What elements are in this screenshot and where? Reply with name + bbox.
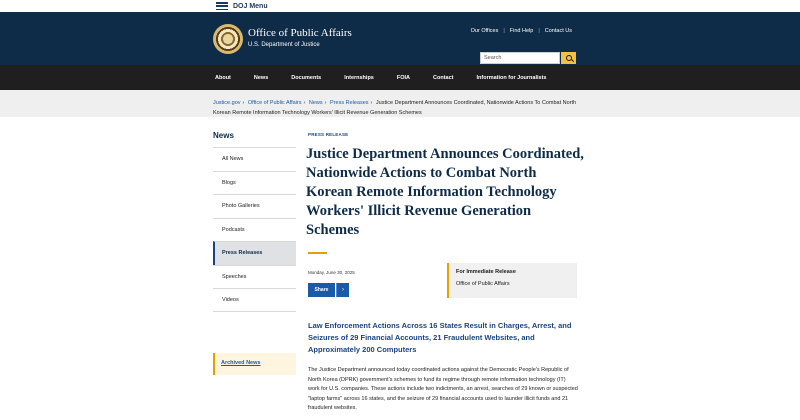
breadcrumb-link-press[interactable]: Press Releases [330, 100, 369, 106]
nav-item-news[interactable]: News [253, 74, 269, 81]
release-info-box [447, 263, 577, 298]
sidebar-item-blogs[interactable]: Blogs [213, 171, 296, 195]
article-body: The Justice Department announced today coordinated actions against the Democratic People's Republic of North Korea (DPRK) government's schemes to fund its regime through remote information technology (IT) work for U.S. companies. These actions include two indictments, an arrest, searches of 29 known or suspected "laptop farms" across 16 states, and the seizure of 29 financial accounts used to launder illicit funds and 21 fraudulent websites. [308, 367, 578, 411]
office-subtitle: U.S. Department of Justice [248, 42, 320, 48]
breadcrumb-link-news[interactable]: News [308, 100, 323, 106]
nav-item-foia[interactable]: FOIA [396, 74, 411, 81]
publish-date: Monday, June 30, 2025 [308, 270, 355, 275]
breadcrumb-current: Justice Department Announces Coordinated, Nationwide Actions To Combat North Korean Remote Information Technology Workers' Illicit Revenue Generation Schemes [213, 100, 577, 116]
release-office: Office of Public Affairs [456, 281, 510, 287]
sidebar-item-press-releases[interactable]: Press Releases [213, 241, 296, 265]
doj-menu-button[interactable] [216, 1, 268, 11]
sidebar-item-speeches[interactable]: Speeches [213, 265, 296, 289]
doj-menu-label: DOJ Menu [233, 2, 268, 10]
nav-item-documents[interactable]: Documents [291, 74, 322, 81]
sidebar-item-videos[interactable]: Videos [213, 288, 296, 312]
sidebar-title[interactable]: News [213, 131, 234, 140]
search-button[interactable] [561, 52, 576, 64]
nav-item-contact[interactable]: Contact [433, 74, 454, 81]
sidebar-item-podcasts[interactable]: Podcasts [213, 218, 296, 242]
top-utility-bar [0, 0, 800, 12]
util-link-find-help[interactable]: Find Help [509, 28, 534, 34]
breadcrumb-link-justice[interactable]: Justice.gov [213, 100, 241, 106]
hamburger-icon [216, 2, 228, 10]
nav-item-internships[interactable]: Internships [344, 74, 374, 81]
util-link-contact-us[interactable]: Contact Us [544, 28, 572, 34]
utility-links [466, 28, 577, 34]
side-navigation [213, 131, 296, 312]
page-title: Justice Department Announces Coordinated, Nationwide Actions to Combat North Korean Remote Information Technology Workers' Illicit Revenue Generation Schemes [306, 146, 584, 238]
archived-news-link[interactable]: Archived News [213, 353, 296, 375]
share-chevron-icon[interactable]: › [336, 283, 349, 297]
breadcrumb: Justice.gov › Office of Public Affairs › News › Press Releases › Justice Department Announces Coordinated, Nationwide Actions To Combat North Korean Remote Information Technology Workers' Illicit Revenue Generation Schemes [0, 90, 800, 117]
breadcrumb-link-opa[interactable]: Office of Public Affairs [247, 100, 302, 106]
release-title: For Immediate Release [456, 269, 516, 275]
doj-seal-logo[interactable] [213, 24, 243, 54]
sidebar-item-all-news[interactable]: All News [213, 147, 296, 171]
divider: | [538, 28, 540, 34]
share-button[interactable]: Share [308, 283, 335, 297]
nav-item-about[interactable]: About [215, 74, 231, 81]
divider [308, 252, 327, 254]
nav-item-journalists[interactable]: Information for Journalists [476, 74, 547, 81]
util-link-our-offices[interactable]: Our Offices [470, 28, 499, 34]
search-icon [566, 55, 572, 61]
site-header [0, 12, 800, 65]
divider: | [503, 28, 505, 34]
main-nav [0, 65, 800, 90]
search-input[interactable]: Search [480, 52, 560, 64]
article-subhead: Law Enforcement Actions Across 16 States Result in Charges, Arrest, and Seizures of 29 Financial Accounts, 21 Fraudulent Websites, and Approximately 200 Computers [308, 321, 572, 354]
office-name[interactable]: Office of Public Affairs [248, 27, 352, 39]
sidebar-item-photo-galleries[interactable]: Photo Galleries [213, 194, 296, 218]
press-release-label: PRESS RELEASE [308, 132, 349, 137]
